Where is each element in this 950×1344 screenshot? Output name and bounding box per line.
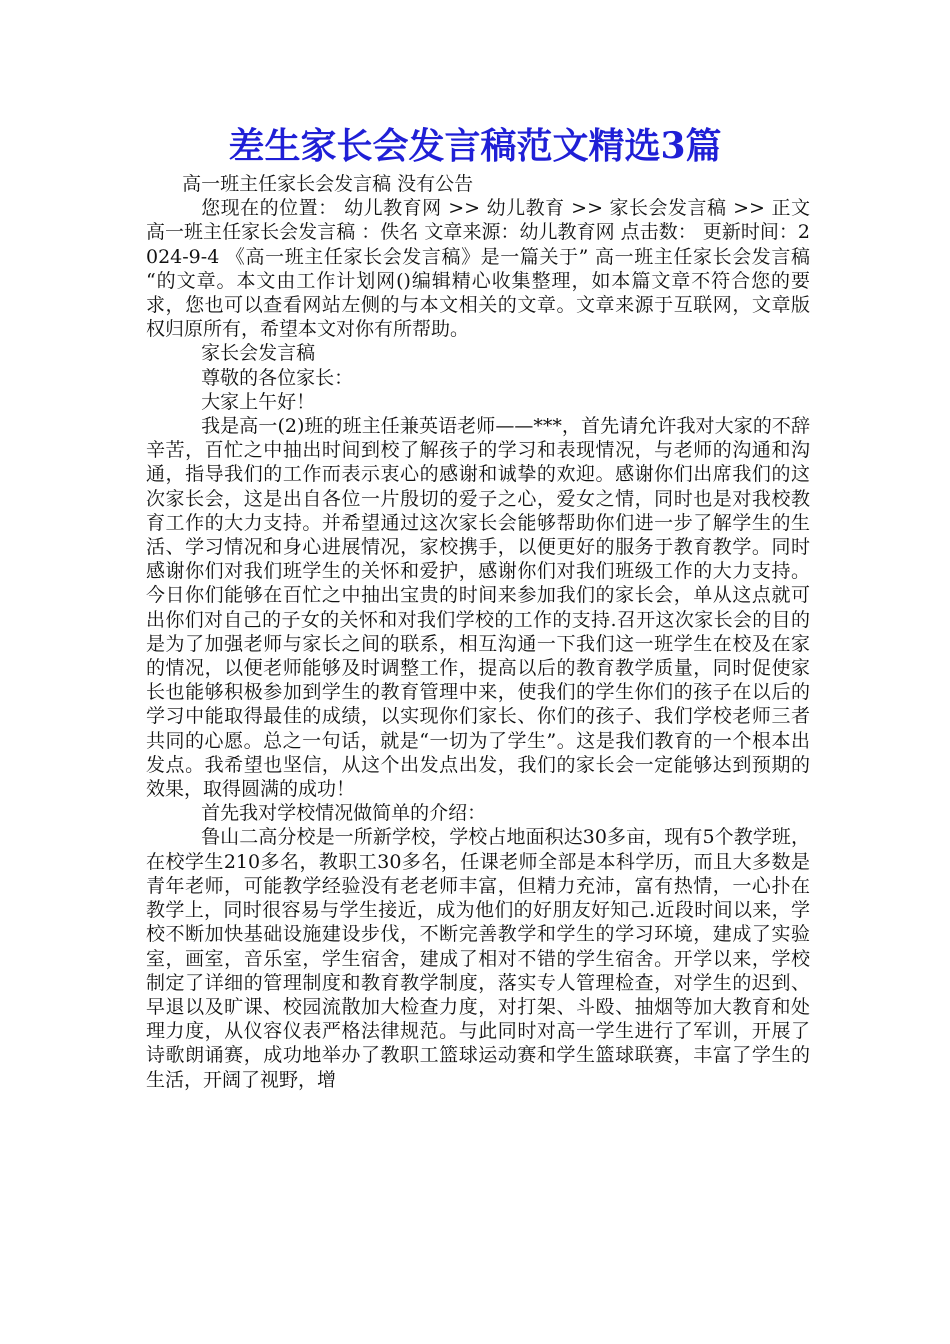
paragraph-school-intro: 鲁山二高分校是一所新学校，学校占地面积达30多亩，现有5个教学班，在校学生210多名，教职工30多名，任课老师全部是本科学历，而且大多数是青年老师，可能教学经验没有老老师丰富，但精力充沛，富有热情，一心扑在教学上，同时很容易与学生接近，成为他们的好朋友好知己.近段时间以来，学校不断加快基础设施建设步伐，不断完善教学和学生的学习环境，建成了实验室，画室，音乐室，学生宿舍，建成了相对不错的学生宿舍。开学以来，学校制定了详细的管理制度和教育教学制度，落实专人管理检查，对学生的迟到、早退以及旷课、校园流散加大检查力度，对打架、斗殴、抽烟等加大教育和处理力度，从仪容仪表严格法律规范。与此同时对高一学生进行了军训，开展了诗歌朗诵赛，成功地举办了教职工篮球运动赛和学生篮球联赛，丰富了学生的生活，开阔了视野，增 [146, 826, 810, 1091]
paragraph-greeting: 大家上午好！ [201, 390, 316, 413]
document-body [146, 172, 810, 1092]
paragraph-introduction: 我是高一(2)班的班主任兼英语老师——***，首先请允许我对大家的不辞辛苦，百忙之中抽出时间到校了解孩子的学习和表现情况，与老师的沟通和沟通，指导我们的工作而表示衷心的感谢和诚挚的欢迎。感谢你们出席我们的这次家长会，这是出自各位一片殷切的爱子之心，爱女之情，同时也是对我校教育工作的大力支持。并希望通过这次家长会能够帮助你们进一步了解学生的生活、学习情况和身心进展情况，家校携手，以便更好的服务于教育教学。同时感谢你们对我们班学生的关怀和爱护，感谢你们对我们班级工作的大力支持。今日你们能够在百忙之中抽出宝贵的时间来参加我们的家长会，单从这点就可出你们对自己的子女的关怀和对我们学校的工作的支持.召开这次家长会的目的是为了加强老师与家长之间的联系，相互沟通一下我们这一班学生在校及在家的情况，以便老师能够及时调整工作，提高以后的教育教学质量，同时促使家长也能够积极参加到学生的教育管理中来，使我们的学生你们的孩子在以后的学习中能取得最佳的成绩，以实现你们家长、你们的孩子、我们学校老师三者共同的心愿。总之一句话，就是“一切为了学生”。这是我们教育的一个根本出发点。我希望也坚信，从这个出发点出发，我们的家长会一定能够达到预期的效果，取得圆满的成功！ [146, 415, 810, 801]
document-title: 差生家长会发言稿范文精选3篇 [228, 125, 722, 167]
paragraph-school-intro-heading: 首先我对学校情况做简单的介绍： [201, 802, 487, 825]
document-subtitle: 高一班主任家长会发言稿 没有公告 [182, 173, 474, 195]
paragraph-salutation: 尊敬的各位家长： [201, 366, 354, 389]
paragraph-heading: 家长会发言稿 [201, 342, 316, 365]
paragraph-location-info: 您现在的位置： 幼儿教育网 >> 幼儿教育 >> 家长会发言稿 >> 正文 高一班主任家长会发言稿 ：佚名 文章来源：幼儿教育网 点击数： 更新时间：2024-9-4 《高一班主任家长会发言稿》是一篇关于” 高一班主任家长会发言稿 “的文章。本文由工作计划网()编辑精心收集整理，如本篇文章不符合您的要求，您也可以查看网站左侧的与本文相关的文章。文章来源于互联网，文章版权归原所有，希望本文对你有所帮助。 [146, 197, 810, 341]
